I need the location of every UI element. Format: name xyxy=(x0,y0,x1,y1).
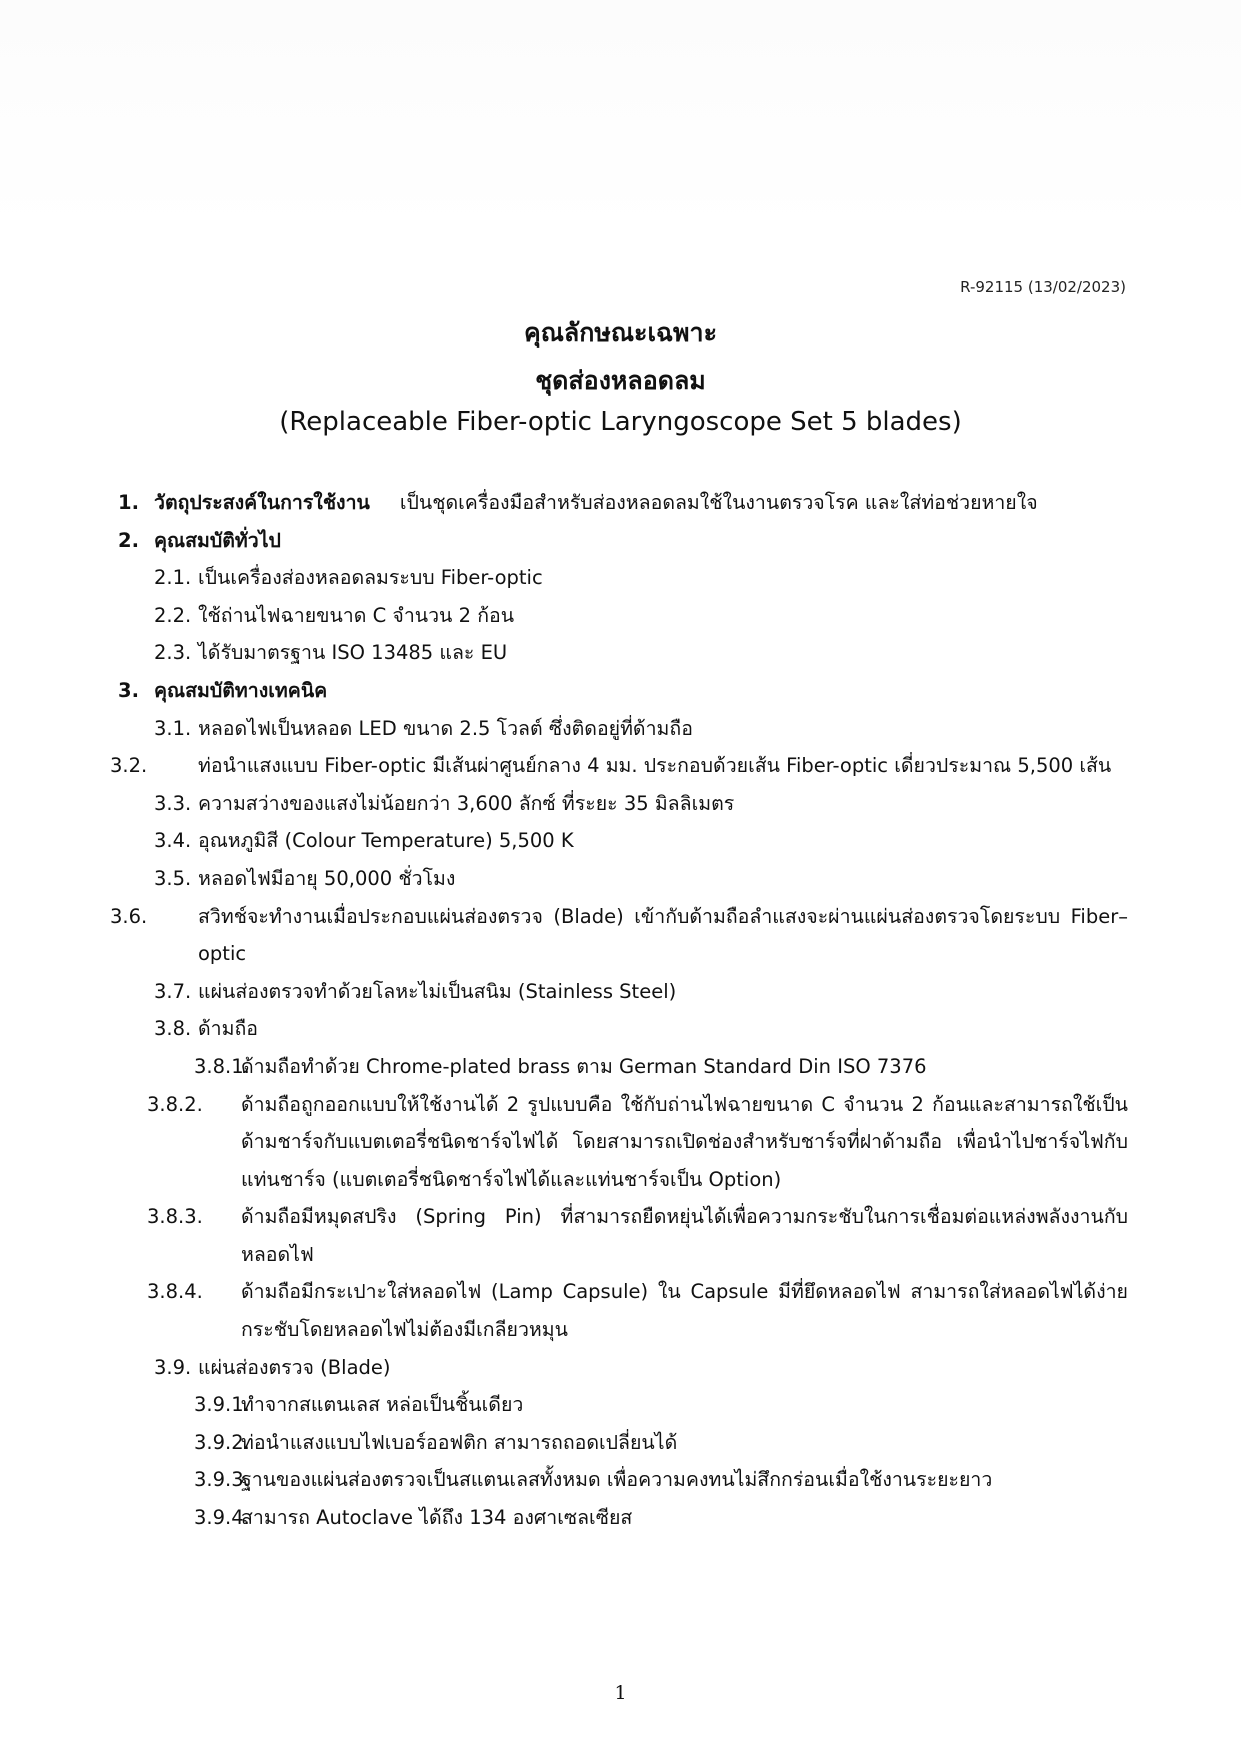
item-text: ด้ามถือมีกระเปาะใส่หลอดไฟ (Lamp Capsule) ใน Capsule มีที่ยึดหลอดไฟ สามารถใส่หลอดไฟได้ง่ายกระชับโดยหลอดไฟไม่ต้องมีเกลียวหมุน xyxy=(241,1280,1128,1342)
item-text: สามารถ Autoclave ได้ถึง 134 องศาเซลเซียส xyxy=(241,1506,633,1530)
item-number: 3.5. xyxy=(154,866,192,890)
item-number: 3.9.2. xyxy=(194,1430,250,1454)
sub-list-item xyxy=(118,1273,1128,1348)
item-text: แผ่นส่องตรวจ (Blade) xyxy=(198,1355,391,1379)
sub-list-item xyxy=(118,1048,1128,1086)
section-purpose xyxy=(118,484,1128,522)
item-text: สวิทช์จะทำงานเมื่อประกอบแผ่นส่องตรวจ (Blade) เข้ากับด้ามถือลำแสงจะผ่านแผ่นส่องตรวจโดยระบบ Fiber–optic xyxy=(198,904,1128,966)
item-text: หลอดไฟมีอายุ 50,000 ชั่วโมง xyxy=(198,866,456,890)
list-item xyxy=(118,710,1128,748)
list-item xyxy=(118,822,1128,860)
specification-list xyxy=(110,484,1128,1537)
title-specification: คุณลักษณะเฉพาะ xyxy=(524,318,717,347)
list-item xyxy=(110,747,1128,785)
item-text: ฐานของแผ่นส่องตรวจเป็นสแตนเลสทั้งหมด เพื่อความคงทนไม่สึกกร่อนเมื่อใช้งานระยะยาว xyxy=(241,1468,993,1492)
list-item xyxy=(118,1349,1128,1387)
item-number: 3.8.3. xyxy=(147,1205,203,1229)
list-item xyxy=(118,860,1128,898)
document-reference: R-92115 (13/02/2023) xyxy=(960,278,1126,296)
section-number: 3. xyxy=(118,678,139,702)
item-text: ด้ามถือถูกออกแบบให้ใช้งานได้ 2 รูปแบบคือ ใช้กับถ่านไฟฉายขนาด C จำนวน 2 ก้อนและสามารถใช้เป็นด้ามชาร์จกับแบตเตอรี่ชนิดชาร์จไฟได้ โดยสามารถเปิดช่องสำหรับชาร์จที่ฝาด้ามถือ เพื่อนำไปชาร์จไฟกับแท่นชาร์จ (แบตเตอรี่ชนิดชาร์จไฟได้และแท่นชาร์จเป็น Option) xyxy=(241,1092,1128,1191)
item-text: ทำจากสแตนเลส หล่อเป็นชิ้นเดียว xyxy=(241,1393,524,1417)
item-text: เป็นเครื่องส่องหลอดลมระบบ Fiber-optic xyxy=(198,566,543,590)
list-item xyxy=(118,559,1128,597)
list-item xyxy=(118,634,1128,672)
item-text: ท่อนำแสงแบบไฟเบอร์ออฟติก สามารถถอดเปลี่ยนได้ xyxy=(241,1430,678,1454)
section-number: 1. xyxy=(118,491,139,514)
section-number: 2. xyxy=(118,528,139,552)
item-text: ด้ามถือ xyxy=(198,1017,258,1041)
item-text: ด้ามถือมีหมุดสปริง (Spring Pin) ที่สามารถยืดหยุ่นได้เพื่อความกระชับในการเชื่อมต่อแหล่งพลังงานกับหลอดไฟ xyxy=(241,1205,1128,1266)
item-number: 3.7. xyxy=(154,979,192,1003)
item-number: 3.1. xyxy=(154,716,192,740)
list-item xyxy=(118,1010,1128,1048)
sub-list-item xyxy=(118,1386,1128,1424)
section-general-properties xyxy=(118,522,1128,560)
item-number: 3.2. xyxy=(110,754,148,778)
item-number: 3.9. xyxy=(154,1355,192,1379)
section-heading: วัตถุประสงค์ในการใช้งาน xyxy=(154,491,370,514)
sub-list-item xyxy=(118,1086,1128,1199)
item-text: อุณหภูมิสี (Colour Temperature) 5,500 K xyxy=(198,829,574,853)
item-text: ด้ามถือทำด้วย Chrome-plated brass ตาม German Standard Din ISO 7376 xyxy=(241,1054,927,1078)
item-text: ได้รับมาตรฐาน ISO 13485 และ EU xyxy=(198,641,508,665)
list-item xyxy=(118,597,1128,635)
item-number: 3.3. xyxy=(154,791,192,815)
item-text: ความสว่างของแสงไม่น้อยกว่า 3,600 ลักซ์ ที่ระยะ 35 มิลลิเมตร xyxy=(198,791,735,815)
sub-list-item xyxy=(118,1424,1128,1462)
scan-top-margin xyxy=(0,0,1241,235)
title-product-thai: ชุดส่องหลอดลม xyxy=(535,366,706,395)
item-number: 2.2. xyxy=(154,603,192,627)
item-number: 3.8.2. xyxy=(147,1092,203,1116)
item-number: 3.6. xyxy=(110,904,148,928)
item-text: หลอดไฟเป็นหลอด LED ขนาด 2.5 โวลต์ ซึ่งติดอยู่ที่ด้ามถือ xyxy=(198,716,693,740)
item-number: 2.1. xyxy=(154,566,192,590)
item-text: ท่อนำแสงแบบ Fiber-optic มีเส้นผ่าศูนย์กลาง 4 มม. ประกอบด้วยเส้น Fiber-optic เดี่ยวประมาณ 5,500 เส้น xyxy=(198,754,1112,778)
item-number: 2.3. xyxy=(154,641,192,665)
sub-list-item xyxy=(118,1499,1128,1537)
sub-list-item xyxy=(118,1461,1128,1499)
section-technical-properties xyxy=(118,672,1128,710)
page-number: 1 xyxy=(614,1682,627,1704)
item-number: 3.9.4. xyxy=(194,1506,250,1530)
item-text: ใช้ถ่านไฟฉายขนาด C จำนวน 2 ก้อน xyxy=(198,603,515,627)
item-number: 3.9.3. xyxy=(194,1468,250,1492)
list-item xyxy=(118,785,1128,823)
section-description: เป็นชุดเครื่องมือสำหรับส่องหลอดลมใช้ในงานตรวจโรค และใส่ท่อช่วยหายใจ xyxy=(399,491,1038,514)
item-number: 3.4. xyxy=(154,829,192,853)
list-item xyxy=(118,973,1128,1011)
item-number: 3.8.4. xyxy=(147,1280,203,1304)
item-number: 3.9.1. xyxy=(194,1393,250,1417)
item-number: 3.8. xyxy=(154,1017,192,1041)
item-number: 3.8.1. xyxy=(194,1054,250,1078)
sub-list-item xyxy=(118,1198,1128,1273)
section-heading: คุณสมบัติทางเทคนิค xyxy=(154,678,328,702)
title-product-english: (Replaceable Fiber-optic Laryngoscope Set 5 blades) xyxy=(279,407,962,437)
item-text: แผ่นส่องตรวจทำด้วยโลหะไม่เป็นสนิม (Stainless Steel) xyxy=(198,979,677,1003)
list-item xyxy=(110,898,1128,973)
section-heading: คุณสมบัติทั่วไป xyxy=(154,528,281,552)
